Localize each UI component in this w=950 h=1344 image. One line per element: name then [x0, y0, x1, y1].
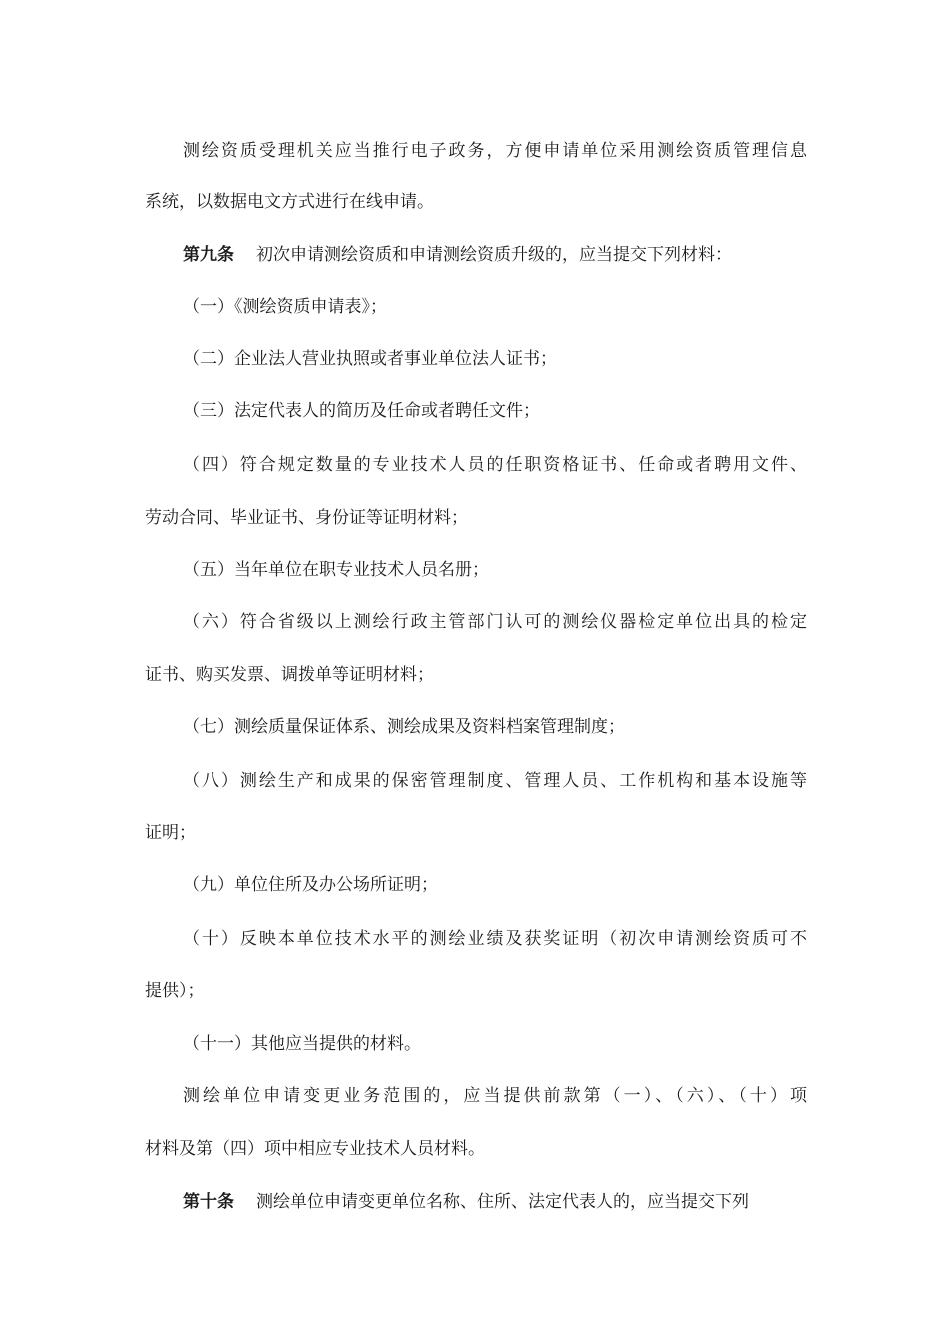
article-10-heading: 第十条	[183, 1192, 234, 1212]
item-3: （三）法定代表人的简历及任命或者聘任文件；	[183, 401, 540, 421]
item-5: （五）当年单位在职专业技术人员名册；	[183, 560, 489, 580]
article-9-text: 初次申请测绘资质和申请测绘资质升级的，应当提交下列材料：	[256, 245, 732, 265]
item-4-line-2: 劳动合同、毕业证书、身份证等证明材料；	[145, 508, 468, 528]
paragraph-1-line-2: 系统，以数据电文方式进行在线申请。	[145, 192, 434, 212]
item-9: （九）单位住所及办公场所证明；	[183, 875, 438, 895]
article-10-text: 测绘单位申请变更单位名称、住所、法定代表人的，应当提交下列	[256, 1192, 749, 1212]
business-scope-line-2: 材料及第（四）项中相应专业技术人员材料。	[145, 1139, 485, 1159]
item-6-line-1: （六）符合省级以上测绘行政主管部门认可的测绘仪器检定单位出具的检定	[183, 612, 807, 632]
item-11: （十一）其他应当提供的材料。	[183, 1034, 421, 1054]
item-10-line-1: （十）反映本单位技术水平的测绘业绩及获奖证明（初次申请测绘资质可不	[183, 929, 807, 949]
item-4-line-1: （四）符合规定数量的专业技术人员的任职资格证书、任命或者聘用文件、	[183, 455, 807, 475]
article-10	[183, 1187, 749, 1217]
item-8-line-1: （八）测绘生产和成果的保密管理制度、管理人员、工作机构和基本设施等	[183, 771, 807, 791]
business-scope-line-1: 测绘单位申请变更业务范围的，应当提供前款第（一）、（六）、（十）项	[183, 1086, 807, 1106]
article-9-heading: 第九条	[183, 245, 234, 265]
item-6-line-2: 证书、购买发票、调拨单等证明材料；	[145, 665, 434, 685]
item-1: （一）《测绘资质申请表》；	[183, 297, 387, 317]
item-10-line-2: 提供）；	[145, 981, 205, 1001]
item-2: （二）企业法人营业执照或者事业单位法人证书；	[183, 349, 557, 369]
item-7: （七）测绘质量保证体系、测绘成果及资料档案管理制度；	[183, 717, 625, 737]
item-8-line-2: 证明；	[145, 823, 196, 843]
article-9	[183, 240, 732, 270]
paragraph-1-line-1: 测绘资质受理机关应当推行电子政务，方便申请单位采用测绘资质管理信息	[183, 141, 807, 161]
